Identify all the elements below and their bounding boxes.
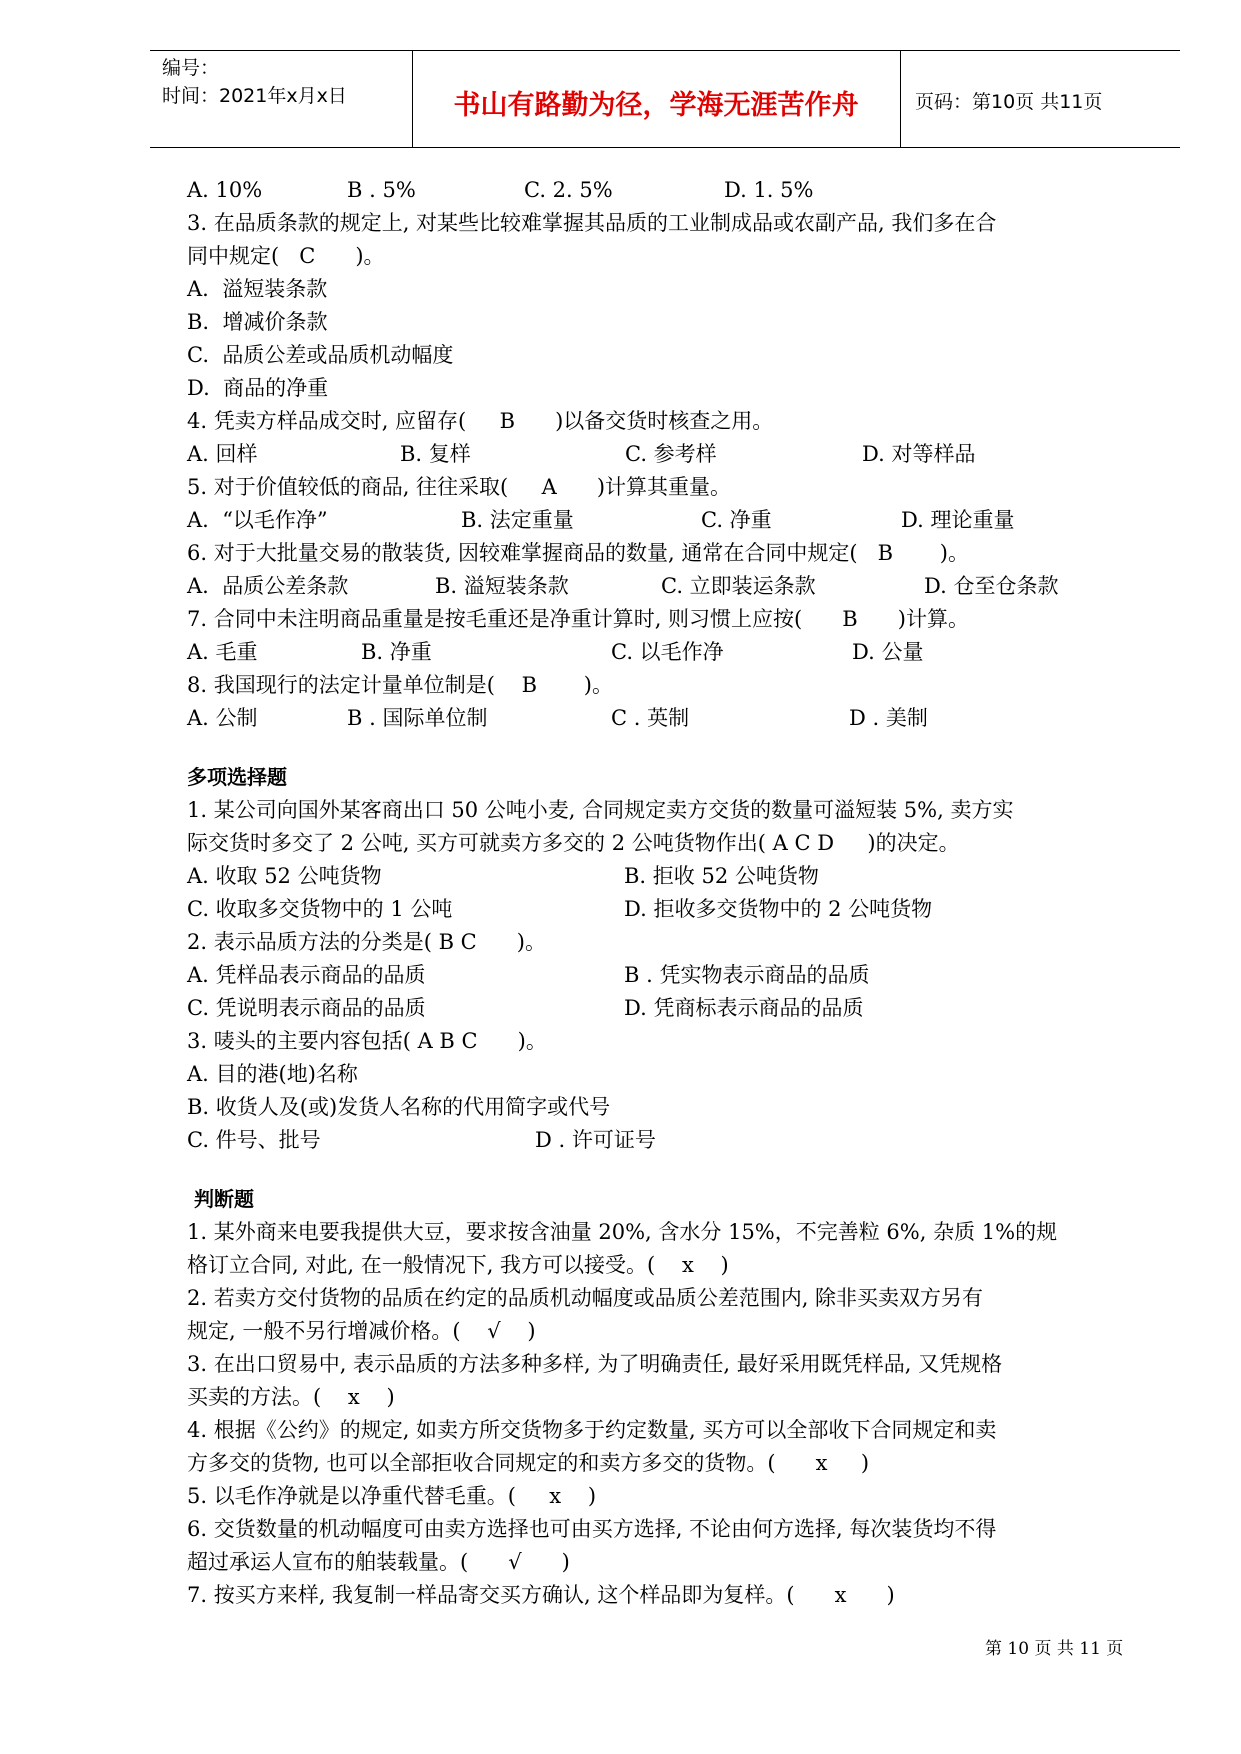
question-text: 7. 合同中未注明商品重量是按毛重还是净重计算时, 则习惯上应按( B )计算。 bbox=[187, 607, 969, 631]
option-line: A. 溢短装条款 bbox=[187, 277, 328, 301]
question-text: 1. 某外商来电要我提供大豆，要求按含油量 20%, 含水分 15%，不完善粒 6%, 杂质 1%的规 bbox=[187, 1220, 1058, 1244]
option-d: D. 1. 5% bbox=[724, 178, 814, 202]
option-b: B . 凭实物表示商品的品质 bbox=[624, 963, 870, 987]
question-text: 3. 在品质条款的规定上, 对某些比较难掌握其品质的工业制成品或农副产品, 我们多在合 bbox=[187, 211, 997, 235]
option-a: A. 凭样品表示商品的品质 bbox=[187, 963, 426, 987]
serial-number-label: 编号： bbox=[162, 57, 220, 79]
question-text: 超过承运人宣布的舶装载量。( √ ) bbox=[187, 1550, 570, 1574]
section-title-judge: 判断题 bbox=[187, 1187, 254, 1211]
option-d: D. 凭商标表示商品的品质 bbox=[624, 996, 864, 1020]
option-c: C. 净重 bbox=[701, 508, 772, 532]
question-text: 同中规定( C )。 bbox=[187, 244, 385, 268]
question-text: 6. 交货数量的机动幅度可由卖方选择也可由买方选择, 不论由何方选择, 每次装货均不得 bbox=[187, 1517, 997, 1541]
option-row bbox=[187, 438, 1147, 471]
header-middle-cell bbox=[412, 51, 901, 147]
header-left-cell bbox=[150, 51, 413, 147]
question-text: 5. 对于价值较低的商品, 往往采取( A )计算其重量。 bbox=[187, 475, 732, 499]
section-title-multi: 多项选择题 bbox=[187, 765, 287, 789]
option-d: D. 公量 bbox=[852, 640, 924, 664]
question-text: 规定, 一般不另行增减价格。( √ ) bbox=[187, 1319, 536, 1343]
option-row bbox=[187, 959, 1147, 992]
option-a: A. 品质公差条款 bbox=[187, 574, 349, 598]
option-b: B. 净重 bbox=[361, 640, 432, 664]
header-right-cell bbox=[901, 51, 1180, 147]
option-d: D. 对等样品 bbox=[862, 442, 976, 466]
option-d: D. 拒收多交货物中的 2 公吨货物 bbox=[624, 897, 933, 921]
question-text: 6. 对于大批量交易的散装货, 因较难掌握商品的数量, 通常在合同中规定( B )。 bbox=[187, 541, 969, 565]
question-text: 4. 根据《公约》的规定, 如卖方所交货物多于约定数量, 买方可以全部收下合同规定和卖 bbox=[187, 1418, 997, 1442]
option-a: A. 收取 52 公吨货物 bbox=[187, 864, 382, 888]
option-b: B. 法定重量 bbox=[461, 508, 574, 532]
option-line: B. 增减价条款 bbox=[187, 310, 328, 334]
question-text: 2. 表示品质方法的分类是( B C )。 bbox=[187, 930, 546, 954]
question-text: 际交货时多交了 2 公吨, 买方可就卖方多交的 2 公吨货物作出( A C D )的决定。 bbox=[187, 831, 960, 855]
option-c: C. 收取多交货物中的 1 公吨 bbox=[187, 897, 453, 921]
option-row bbox=[187, 504, 1147, 537]
option-row bbox=[187, 174, 1147, 207]
header-page-info: 页码：第10页 共11页 bbox=[915, 91, 1103, 113]
option-row bbox=[187, 636, 1147, 669]
option-c: C. 参考样 bbox=[625, 442, 717, 466]
question-text: 5. 以毛作净就是以净重代替毛重。( x ) bbox=[187, 1484, 597, 1508]
header-motto: 书山有路勤为径，学海无涯苦作舟 bbox=[453, 90, 859, 121]
option-a: A. “以毛作净” bbox=[187, 508, 328, 532]
page-header bbox=[150, 50, 1180, 148]
question-text: 4. 凭卖方样品成交时, 应留存( B )以备交货时核查之用。 bbox=[187, 409, 774, 433]
question-text: 1. 某公司向国外某客商出口 50 公吨小麦, 合同规定卖方交货的数量可溢短装 5%, 卖方实 bbox=[187, 798, 1014, 822]
option-row bbox=[187, 1124, 1147, 1157]
option-line: D. 商品的净重 bbox=[187, 376, 329, 400]
question-text: 3. 在出口贸易中, 表示品质的方法多种多样, 为了明确责任, 最好采用既凭样品, 又凭规格 bbox=[187, 1352, 1003, 1376]
option-a: A. 公制 bbox=[187, 706, 258, 730]
option-c: C. 凭说明表示商品的品质 bbox=[187, 996, 426, 1020]
question-text: 2. 若卖方交付货物的品质在约定的品质机动幅度或品质公差范围内, 除非买卖双方另有 bbox=[187, 1286, 984, 1310]
option-a: A. 10% bbox=[187, 178, 263, 202]
option-d: D. 仓至仓条款 bbox=[924, 574, 1059, 598]
option-line: B. 收货人及(或)发货人名称的代用简字或代号 bbox=[187, 1095, 611, 1119]
option-c: C. 2. 5% bbox=[524, 178, 613, 202]
question-text: 8. 我国现行的法定计量单位制是( B )。 bbox=[187, 673, 613, 697]
question-text: 买卖的方法。( x ) bbox=[187, 1385, 395, 1409]
option-row bbox=[187, 702, 1147, 735]
page-footer: 第 10 页 共 11 页 bbox=[985, 1639, 1124, 1659]
question-text: 7. 按买方来样, 我复制一样品寄交买方确认, 这个样品即为复样。( x ) bbox=[187, 1583, 895, 1607]
question-text: 3. 唛头的主要内容包括( A B C )。 bbox=[187, 1029, 547, 1053]
date-line: 时间：2021年x月x日 bbox=[162, 85, 347, 107]
question-text: 格订立合同, 对此, 在一般情况下, 我方可以接受。( x ) bbox=[187, 1253, 729, 1277]
section-gap bbox=[187, 735, 1147, 761]
option-d: D . 美制 bbox=[849, 706, 928, 730]
option-row bbox=[187, 893, 1147, 926]
question-text: 方多交的货物, 也可以全部拒收合同规定的和卖方多交的货物。( x ) bbox=[187, 1451, 870, 1475]
document-body bbox=[187, 174, 1147, 1612]
option-b: B . 5% bbox=[347, 178, 416, 202]
option-d: D . 许可证号 bbox=[535, 1128, 656, 1152]
option-row bbox=[187, 570, 1147, 603]
option-b: B. 溢短装条款 bbox=[435, 574, 569, 598]
section-gap bbox=[187, 1157, 1147, 1183]
option-line: C. 品质公差或品质机动幅度 bbox=[187, 343, 454, 367]
option-c: C. 以毛作净 bbox=[611, 640, 724, 664]
option-a: A. 回样 bbox=[187, 442, 258, 466]
option-b: B . 国际单位制 bbox=[347, 706, 488, 730]
option-line: A. 目的港(地)名称 bbox=[187, 1062, 358, 1086]
option-a: A. 毛重 bbox=[187, 640, 258, 664]
option-b: B. 拒收 52 公吨货物 bbox=[624, 864, 819, 888]
option-d: D. 理论重量 bbox=[901, 508, 1015, 532]
option-row bbox=[187, 992, 1147, 1025]
option-b: B. 复样 bbox=[400, 442, 471, 466]
option-c: C . 英制 bbox=[611, 706, 690, 730]
option-c: C. 立即装运条款 bbox=[661, 574, 816, 598]
option-row bbox=[187, 860, 1147, 893]
option-c: C. 件号、批号 bbox=[187, 1128, 321, 1152]
